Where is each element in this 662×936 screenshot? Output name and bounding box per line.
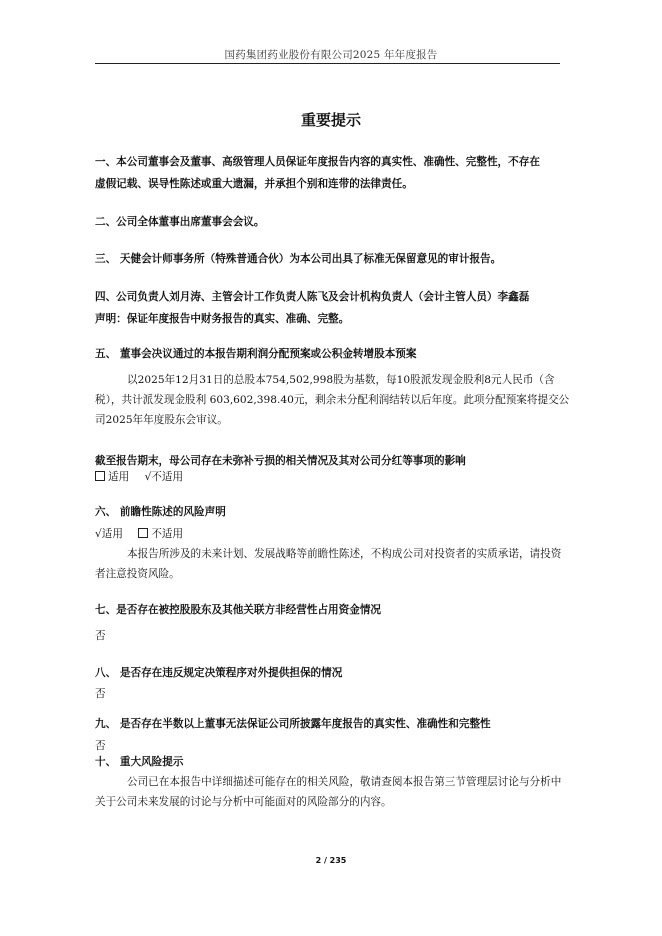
section-5-body — [95, 370, 570, 430]
header-divider — [95, 63, 560, 64]
loss-option-applicable: 适用 — [95, 471, 129, 483]
section-6-option-not-applicable: 不适用 — [138, 528, 183, 540]
section-10-body-text: 公司已在本报告中详细描述可能存在的相关风险，敬请查阅本报告第三节管理层讨论与分析中关于公司未来发展的讨论与分析中可能面对的风险部分的内容。 — [95, 776, 562, 808]
loss-options — [95, 469, 195, 485]
checkbox-icon — [138, 528, 148, 538]
section-7-heading: 七、是否存在被控股股东及其他关联方非经营性占用资金情况 — [95, 604, 382, 616]
section-10-heading: 十、 重大风险提示 — [95, 756, 184, 768]
section-5-body-text: 以2025年12月31日的总股本754,502,998股为基数，每10股派发现金股利8元人民币（含税），共计派发现金股利 603,602,398.40元，剩余未分配利润结转以后年度。此项分配预案将提交公司2025年年度股东会审议。 — [95, 374, 570, 426]
section-10-body — [95, 772, 570, 812]
loss-heading: 截至报告期末，母公司存在未弥补亏损的相关情况及其对公司分红等事项的影响 — [95, 455, 466, 467]
section-6-options — [95, 526, 195, 542]
section-4-line-1: 四、公司负责人刘月涛、主管会计工作负责人陈飞及会计机构负责人（会计主管人员）李鑫磊 — [95, 291, 530, 303]
section-9-heading: 九、 是否存在半数以上董事无法保证公司所披露年度报告的真实性、准确性和完整性 — [95, 718, 491, 730]
page-title: 重要提示 — [300, 111, 361, 129]
section-4-line-2: 声明：保证年度报告中财务报告的真实、准确、完整。 — [95, 313, 350, 325]
section-9-answer: 否 — [95, 740, 106, 752]
section-3: 三、 天健会计师事务所（特殊普通合伙）为本公司出具了标准无保留意见的审计报告。 — [95, 253, 502, 265]
section-8-answer: 否 — [95, 688, 106, 700]
section-6-body — [95, 544, 570, 584]
section-8-heading: 八、 是否存在违反规定决策程序对外提供担保的情况 — [95, 667, 343, 679]
section-6-option-applicable: √适用 — [95, 528, 123, 540]
section-7-answer: 否 — [95, 630, 106, 642]
page-header: 国药集团药业股份有限公司2025 年年度报告 — [224, 49, 438, 61]
loss-option-not-applicable: √不适用 — [144, 471, 184, 483]
section-1-line-1: 一、本公司董事会及董事、高级管理人员保证年度报告内容的真实性、准确性、完整性，不存在 — [95, 156, 540, 168]
checkbox-icon — [95, 471, 105, 481]
section-6-heading: 六、 前瞻性陈述的风险声明 — [95, 506, 226, 518]
section-2: 二、公司全体董事出席董事会会议。 — [95, 216, 265, 228]
page-number: 2 / 235 — [315, 856, 347, 865]
section-6-body-text: 本报告所涉及的未来计划、发展战略等前瞻性陈述，不构成公司对投资者的实质承诺，请投资者注意投资风险。 — [95, 548, 562, 580]
section-5-heading: 五、 董事会决议通过的本报告期利润分配预案或公积金转增股本预案 — [95, 348, 417, 360]
section-1-line-2: 虚假记载、误导性陈述或重大遗漏，并承担个别和连带的法律责任。 — [95, 178, 413, 190]
